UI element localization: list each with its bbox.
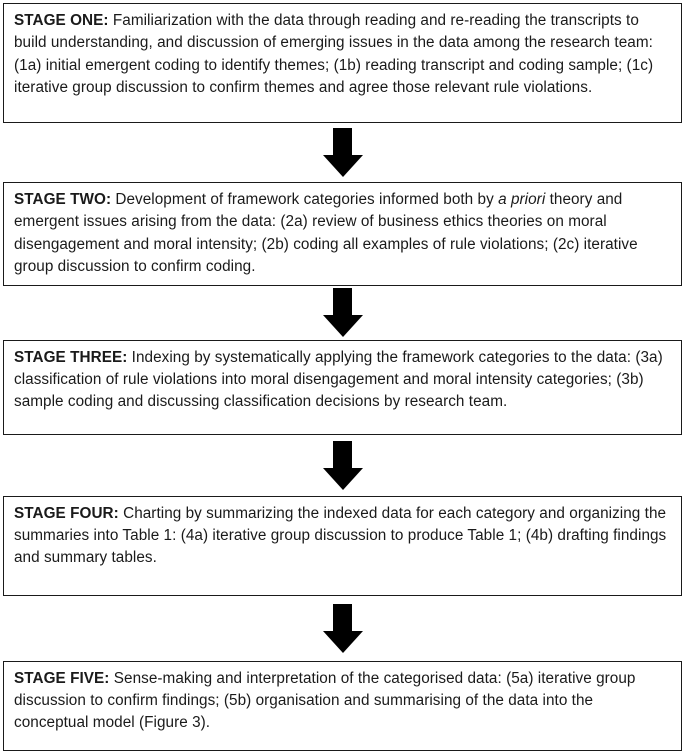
- down-arrow-icon: [323, 288, 363, 337]
- stage-four-text: [14, 503, 671, 570]
- stage-two-body-cont: theory and emergent issues arising from the data: (2a) review of business ethics theories on moral disengagement and moral intensity; (2b) coding all examples of rule violations; (2c) iterative group discussion to confirm coding.: [14, 191, 638, 276]
- stage-four-label: STAGE FOUR:: [14, 504, 119, 522]
- down-arrow-head: [323, 155, 363, 177]
- stage-one-box: [3, 3, 682, 123]
- stage-five-body: Sense-making and interpretation of the categorised data: (5a) iterative group discussion to confirm findings; (5b) organisation and summarising of the data into the conceptual model (Figure 3).: [14, 669, 636, 732]
- stage-three-text: [14, 347, 671, 414]
- down-arrow-shaft: [333, 288, 352, 315]
- down-arrow-head: [323, 631, 363, 653]
- down-arrow-icon: [323, 441, 363, 490]
- flow-connector-4: [3, 596, 682, 661]
- down-arrow-shaft: [333, 604, 352, 631]
- stage-three-body: Indexing by systematically applying the framework categories to the data: (3a) classification of rule violations into moral disengagement and moral intensity categories; (3b) sample coding and discussing classification decisions by research team.: [14, 348, 663, 411]
- stage-three-label: STAGE THREE:: [14, 348, 128, 366]
- flow-connector-2: [3, 286, 682, 340]
- stage-four-box: [3, 496, 682, 596]
- stage-five-text: [14, 668, 671, 735]
- down-arrow-icon: [323, 604, 363, 653]
- stage-one-text: [14, 10, 671, 100]
- down-arrow-head: [323, 315, 363, 337]
- stage-one-body: Familiarization with the data through reading and re-reading the transcripts to build understanding, and discussion of emerging issues in the data among the research team: (1a) initial emergent coding to identify themes; (1b) reading transcript and coding sample; (1c) iterative group discussion to confirm themes and agree those relevant rule violations.: [14, 12, 654, 97]
- stage-five-label: STAGE FIVE:: [14, 669, 110, 687]
- stage-two-body: Development of framework categories informed both by: [111, 191, 499, 208]
- down-arrow-icon: [323, 128, 363, 177]
- stage-five-box: [3, 661, 682, 751]
- down-arrow-shaft: [333, 128, 352, 155]
- flow-connector-1: [3, 123, 682, 182]
- down-arrow-head: [323, 468, 363, 490]
- flow-connector-3: [3, 435, 682, 496]
- stage-one-label: STAGE ONE:: [14, 12, 109, 29]
- stage-four-body: Charting by summarizing the indexed data for each category and organizing the summaries into Table 1: (4a) iterative group discussion to produce Table 1; (4b) drafting findings and summary tables.: [14, 504, 667, 567]
- stage-two-text: [14, 189, 671, 279]
- stage-two-italic: a priori: [498, 191, 546, 208]
- stage-two-label: STAGE TWO:: [14, 191, 112, 208]
- stage-two-box: [3, 182, 682, 286]
- stage-three-box: [3, 340, 682, 435]
- down-arrow-shaft: [333, 441, 352, 468]
